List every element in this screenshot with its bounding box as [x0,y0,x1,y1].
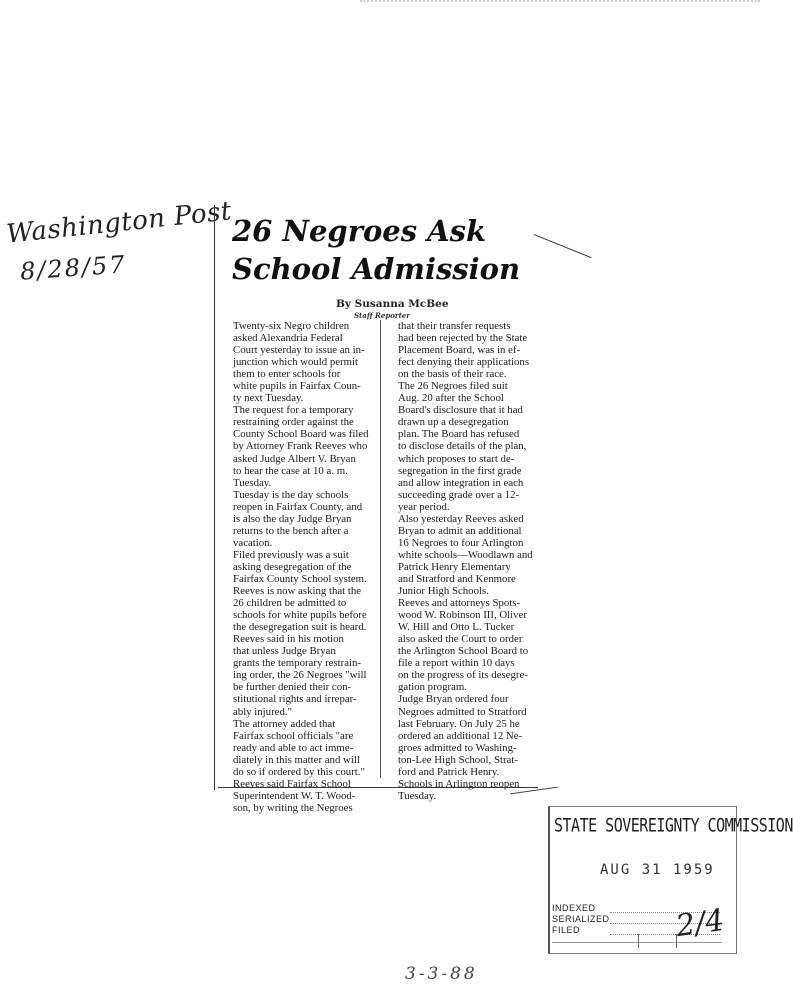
article-line: had been rejected by the State [398,332,528,345]
article-line: which proposes to start de- [398,452,515,465]
article-line: on the progress of its desegre- [398,669,528,682]
article-paragraph [219,489,377,549]
article-line: 26 children be admitted to [233,597,347,610]
article-line: restraining order against the [233,416,354,429]
article-line: them to enter schools for [233,368,341,381]
article-paragraph [384,320,542,380]
article-line: Junior High Schools. [398,585,489,598]
article-line: Superintendent W. T. Wood- [233,789,356,802]
article-line: asked Judge Albert V. Bryan [233,452,356,465]
byline-role: Staff Reporter [354,311,410,320]
article-line: succeeding grade over a 12- [398,488,520,501]
article-line: Aug. 20 after the School [398,392,504,405]
article-line: drawn up a desegregation [398,416,509,429]
article-line: the desegregation suit is heard. [233,621,367,634]
clipping-left-edge [214,205,215,790]
article-line: Fairfax County School system. [233,572,367,585]
article-line: on the basis of their race. [398,368,507,381]
article-line: that unless Judge Bryan [233,645,336,658]
stamp-bottom-rule [552,942,722,953]
handwritten-page-number: 3-3-88 [405,964,478,984]
article-line: asked Alexandria Federal [233,332,343,345]
article-line: Court yesterday to issue an in- [233,344,365,357]
article-line: and allow integration in each [398,476,524,489]
article-line: that their transfer requests [398,320,511,332]
article-line: Placement Board, was in ef- [398,344,521,357]
article-paragraph [384,380,542,513]
clipping-bottom-edge [218,787,538,788]
stamp-indexed-label: INDEXED [552,903,596,913]
article-line: the Arlington School Board to [398,645,529,658]
article-line: asking desegregation of the [233,560,352,573]
article-line: ford and Patrick Henry. [398,765,500,778]
headline-line-1: 26 Negroes Ask [232,214,487,248]
article-line: Tuesday is the day schools [233,488,349,501]
article-paragraph [384,513,542,597]
article-line: Reeves and attorneys Spots- [398,597,521,610]
article-line: wood W. Robinson III, Oliver [398,609,527,622]
handwritten-initials: 2/4 [673,902,727,945]
article-paragraph [219,718,377,778]
article-paragraph [384,597,542,693]
article-line: The 26 Negroes filed suit [398,380,508,393]
article-line: gation program. [398,681,467,694]
stamp-title: STATE SOVEREIGNTY COMMISSION [554,814,793,837]
article-column-left [219,320,377,814]
article-line: to hear the case at 10 a. m. [233,464,348,477]
article-line: Twenty-six Negro children [233,320,350,332]
article-line: groes admitted to Washing- [398,741,517,754]
stamp-tick [638,934,639,948]
article-line: reopen in Fairfax County, and [233,500,363,513]
article-line: ready and able to act imme- [233,741,354,754]
scan-edge-artifact [360,0,760,2]
article-line: ing order, the 26 Negroes "will [233,669,367,682]
article-line: plan. The Board has refused [398,428,520,441]
column-divider [380,320,381,778]
article-line: Also yesterday Reeves asked [398,512,524,525]
article-line: by Attorney Frank Reeves who [233,440,368,453]
article-line: son, by writing the Negroes [233,801,353,814]
article-line: and Stratford and Kenmore [398,572,516,585]
article-paragraph [219,549,377,633]
article-line: also asked the Court to order [398,633,523,646]
article-line: ably injured." [233,705,292,718]
article-line: Schools in Arlington reopen [398,777,520,790]
article-line: Board's disclosure that it had [398,404,523,417]
article-line: year period. [398,500,450,513]
stamp-serialized-label: SERIALIZED [552,914,610,924]
pen-stroke [534,234,592,258]
article-line: The attorney added that [233,717,336,730]
article-line: Negroes admitted to Stratford [398,705,527,718]
article-line: Reeves said Fairfax School [233,777,351,790]
article-paragraph [219,778,377,814]
article-line: Judge Bryan ordered four [398,693,509,706]
article-line: do so if ordered by this court." [233,765,365,778]
article-line: file a report within 10 days [398,657,515,670]
article-line: 16 Negroes to four Arlington [398,536,524,549]
article-headline [232,212,520,288]
handwritten-date: 8/28/57 [19,250,128,286]
article-line: Filed previously was a suit [233,548,349,561]
article-line: The request for a temporary [233,404,354,417]
handwritten-source: Washington Post [5,196,234,250]
article-line: Tuesday. [233,476,272,489]
article-byline: By Susanna McBee [336,298,449,310]
article-line: grants the temporary restrain- [233,657,362,670]
article-line: diately in this matter and will [233,753,360,766]
article-line: white pupils in Fairfax Coun- [233,380,361,393]
article-line: ton-Lee High School, Strat- [398,753,518,766]
article-paragraph [219,320,377,404]
article-line: Reeves said in his motion [233,633,344,646]
article-line: ordered an additional 12 Ne- [398,729,523,742]
stamp-date: AUG 31 1959 [600,862,715,878]
article-paragraph [219,633,377,717]
article-line: stitutional rights and irrepar- [233,693,357,706]
article-line: Bryan to admit an additional [398,524,522,537]
article-line: schools for white pupils before [233,609,367,622]
article-paragraph [219,404,377,488]
article-line: Reeves is now asking that the [233,585,362,598]
article-line: to disclose details of the plan, [398,440,527,453]
article-line: Tuesday. [398,789,437,802]
article-line: returns to the bench after a [233,524,349,537]
article-line: last February. On July 25 he [398,717,520,730]
article-line: Fairfax school officials "are [233,729,354,742]
article-line: County School Board was filed [233,428,369,441]
article-line: be further denied their con- [233,681,352,694]
article-line: fect denying their applications [398,356,530,369]
headline-line-2: School Admission [232,252,521,286]
received-stamp [548,806,793,966]
article-paragraph [384,693,542,801]
article-line: junction which would permit [233,356,359,369]
article-line: Patrick Henry Elementary [398,560,511,573]
article-line: segregation in the first grade [398,464,522,477]
article-column-right [384,320,542,802]
article-line: is also the day Judge Bryan [233,512,352,525]
article-line: vacation. [233,536,273,549]
article-line: white schools—Woodlawn and [398,548,533,561]
stamp-filed-label: FILED [552,925,581,935]
article-line: W. Hill and Otto L. Tucker [398,621,515,634]
article-line: ty next Tuesday. [233,392,304,405]
